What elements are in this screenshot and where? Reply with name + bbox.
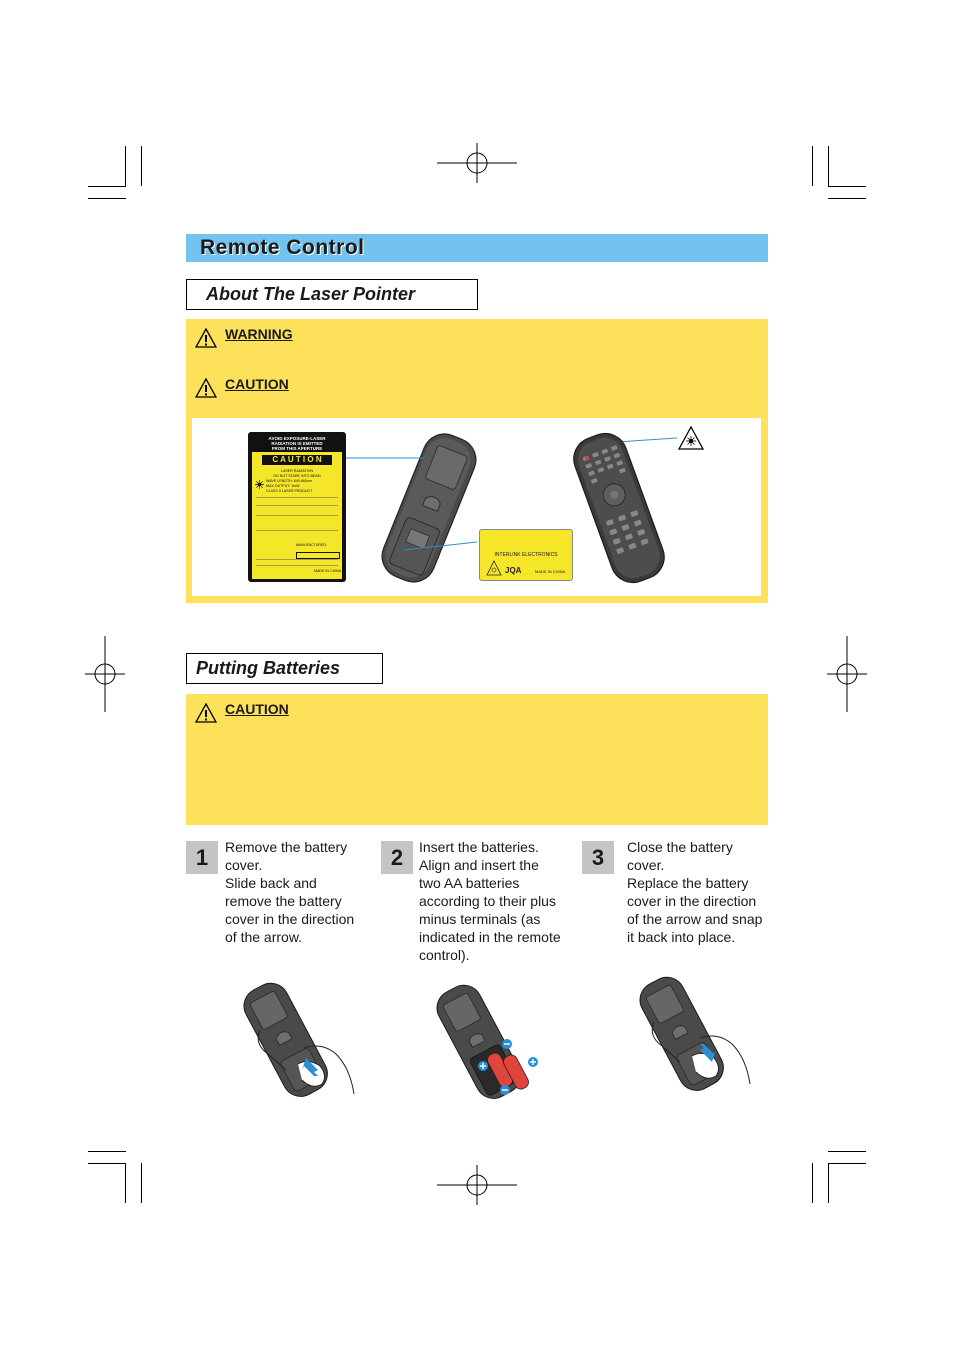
page-title: Remote Control: [200, 236, 365, 259]
battery-caution-label: CAUTION: [225, 701, 289, 717]
remote-front-illustration: [562, 428, 677, 588]
step-1-remove-cover-illustration: [232, 978, 362, 1098]
registration-mark-icon: [437, 143, 517, 183]
caution-triangle-icon: [195, 378, 217, 398]
laser-caution-sticker: AVOID EXPOSURE-LASER RADIATION IS EMITTED FROM THIS APERTURE C A U T I O N LASER RADIATION DO NOT STARE INTO BEAM WAVE LENGTH: 640-660nm MAX OUTPUT: 1mW CLASS II LASER PRODUCT MANUFACTURED: MADE IN CHINA: [248, 432, 346, 582]
step-3-text: Close the battery cover. Replace the battery cover in the direction of the arrow and snap it back into place.: [627, 839, 763, 945]
battery-caution-row: [195, 703, 289, 723]
warning-triangle-icon: [195, 328, 217, 348]
step-1-text: Remove the battery cover. Slide back and remove the battery cover in the direction of the arrow.: [225, 839, 355, 945]
step-2-number: 2: [381, 841, 413, 874]
step-1-number: 1: [186, 841, 218, 874]
registration-mark-icon: [85, 636, 125, 712]
section-heading-batteries-text: Putting Batteries: [196, 658, 341, 678]
section-heading-laser: [186, 279, 478, 310]
section-heading-batteries: [186, 653, 383, 684]
sticker-caution-word: C A U T I O N: [272, 455, 322, 464]
registration-mark-icon: [827, 636, 867, 712]
jqa-logo-text: JQA: [505, 566, 522, 575]
caution-triangle-icon: [195, 703, 217, 723]
jqa-logo-icon: [486, 560, 502, 576]
step-3-close-cover-illustration: [628, 972, 758, 1092]
laser-label-figure: [192, 418, 761, 596]
step-2-insert-batteries-illustration: [425, 980, 550, 1100]
step-3-number: 3: [582, 841, 614, 874]
caution-label: CAUTION: [225, 376, 289, 392]
interlink-origin: MADE IN CHINA: [535, 569, 566, 574]
page-title-bar: [186, 234, 768, 262]
laser-aperture-icon: [678, 426, 704, 450]
section-heading-laser-text: About The Laser Pointer: [206, 284, 416, 304]
interlink-sticker: [479, 529, 573, 581]
interlink-brand: INTERLINK ELECTRONICS: [494, 552, 558, 558]
warning-label: WARNING: [225, 326, 293, 342]
caution-row: [195, 378, 289, 398]
step-2-text: Insert the batteries. Align and insert the two AA batteries according to their plus minus terminals (as indicated in the remote control).: [419, 839, 561, 963]
sticker-header: AVOID EXPOSURE-LASER RADIATION IS EMITTED FROM THIS APERTURE: [268, 436, 326, 451]
battery-caution-panel: [186, 694, 768, 825]
warning-row: [195, 328, 293, 348]
registration-mark-icon: [437, 1165, 517, 1205]
